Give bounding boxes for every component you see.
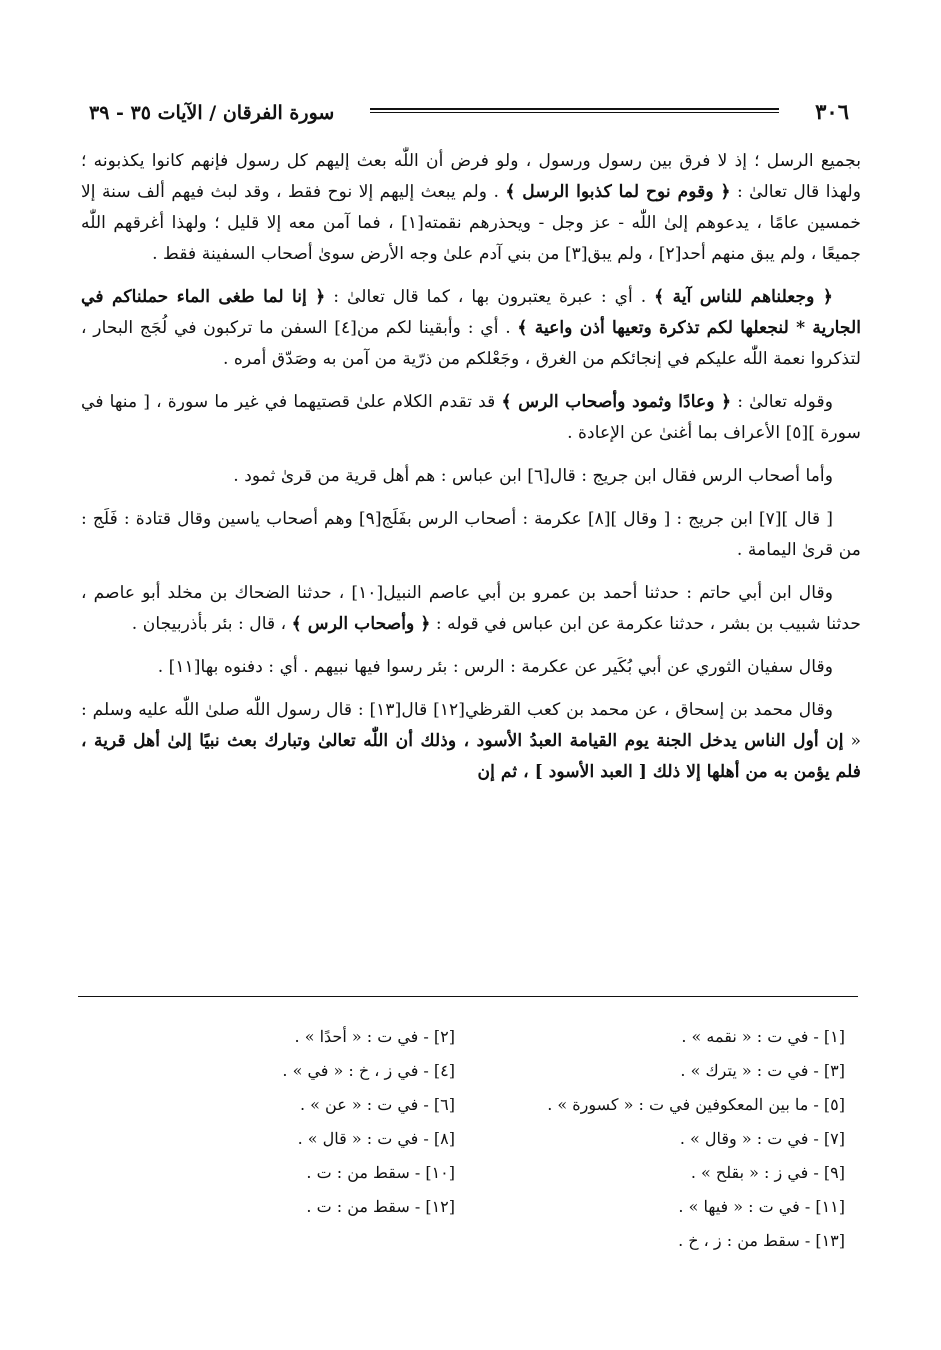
- paragraph: [81, 695, 861, 788]
- footnote: [٧] - في ت : « وقال » .: [679, 1129, 845, 1148]
- header-rule: [356, 102, 793, 124]
- main-text: [81, 146, 861, 800]
- paragraph: [81, 387, 861, 449]
- text-run: . أي : عبرة يعتبرون بها ، كما قال تعالىٰ :: [325, 287, 655, 307]
- text-run: . ولم يبعث إليهم إلا نوح فقط ، وقد لبث فيهم ألف سنة إلا خمسين عامًا ، يدعوهم إلىٰ اللّٰه - عز وجل - ويحذرهم نقمته[١] ، فما آمن معه إلا قليل ؛ ولهذا أغرقهم اللّٰه جميعًا ، ولم يبق منهم أحد[٢] ، ولم يبق[٣] من بني آدم علىٰ وجه الأرض سوىٰ أصحاب السفينة فقط .: [81, 182, 862, 264]
- paragraph: [81, 461, 861, 492]
- quoted-text: إن أول الناس يدخل الجنة يوم القيامة العبدُ الأسود ، وذلك أن اللّٰه تعالىٰ وتبارك بعث نبيًا إلىٰ أهل قرية ، فلم يؤمن به من أهلها إلا ذلك [ العبد الأسود ] ، ثم إن: [81, 731, 861, 782]
- footnote: [١١] - في ت : « فيها » .: [678, 1197, 845, 1216]
- quoted-text: ﴿ وقوم نوح لما كذبوا الرسل ﴾: [505, 182, 731, 202]
- quoted-text: ﴿ وعادًا وثمود وأصحاب الرس ﴾: [501, 392, 732, 412]
- text-run: وقال ابن أبي حاتم : حدثنا أحمد بن عمرو بن أبي عاصم النبيل[١٠] ، حدثنا الضحاك بن مخلد أبو عاصم ، حدثنا شبيب بن بشر ، حدثنا عكرمة عن ابن عباس في قوله :: [81, 583, 861, 634]
- text-run: وقال سفيان الثوري عن أبي بُكَير عن عكرمة : الرس : بئر رسوا فيها نبيهم . أي : دفنوه بها[١١] .: [157, 657, 833, 677]
- quoted-text: ﴿ وجعلناهم للناس آية ﴾: [654, 287, 833, 307]
- paragraph: [81, 578, 861, 640]
- footnote: [٩] - في ز : « بقلح » .: [690, 1163, 845, 1182]
- paragraph: [81, 652, 861, 683]
- footnote: [٦] - في ت : « عن » .: [299, 1095, 455, 1114]
- footnote: [٨] - في ت : « قال » .: [297, 1129, 455, 1148]
- page-header: [89, 84, 849, 124]
- text-run: . أي : وأبقينا لكم من[٤] السفن ما تركبون في لُجَج البحار ، لتذكروا نعمة اللّٰه عليكم في إنجائكم من الغرق ، وجَعْلكم من ذرّية من آمن به وصَدّق أمره .: [81, 318, 861, 369]
- footnote: [١٠] - سقط من : ت .: [306, 1163, 455, 1182]
- text-run: وقوله تعالىٰ :: [731, 392, 833, 412]
- footnote: [٣] - في ت : « يترك » .: [680, 1061, 845, 1080]
- text-run: وقال محمد بن إسحاق ، عن محمد بن كعب القرظي[١٢] قال[١٣] : قال رسول اللّٰه صلىٰ اللّٰه عليه وسلم : «: [81, 700, 861, 751]
- footnote: [٥] - ما بين المعكوفين في ت : « كسورة » .: [547, 1095, 845, 1114]
- paragraph: [81, 146, 861, 270]
- text-run: وأما أصحاب الرس فقال ابن جريج : قال[٦] ابن عباس : هم أهل قرية من قرىٰ ثمود .: [233, 466, 833, 486]
- paragraph: [81, 282, 861, 375]
- footnote-divider: [78, 996, 858, 997]
- footnote: [١٢] - سقط من : ت .: [306, 1197, 455, 1216]
- running-title: سورة الفرقان / الآيات ٣٥ - ٣٩: [89, 102, 335, 124]
- text-run: بجميع الرسل ؛ إذ لا فرق بين رسول ورسول ، ولو فرض أن اللّٰه بعث إليهم كل رسول فإنهم كانوا يكذبونه ؛ ولهذا قال تعالىٰ :: [81, 151, 861, 202]
- paragraph: [81, 504, 861, 566]
- text-run: ، قال : بئر بأذربيجان .: [131, 614, 292, 634]
- text-run: [ قال ][٧] ابن جريج : [ وقال ][٨] عكرمة : أصحاب الرس بفَلَج[٩] وهم أصحاب ياسين وقال قتادة : فَلَج : من قرىٰ اليمامة .: [81, 509, 861, 560]
- page-number: ٣٠٦: [815, 99, 849, 124]
- quoted-text: ﴿ وأصحاب الرس ﴾: [291, 614, 431, 634]
- text-run: قد تقدم الكلام علىٰ قصتيهما في غير ما سورة ، [ منها في سورة ][٥] الأعراف بما أغنىٰ عن الإعادة .: [81, 392, 861, 443]
- footnotes: [85, 1022, 845, 1256]
- footnote: [١٣] - سقط من : ز ، خ .: [678, 1231, 845, 1250]
- footnote: [٢] - في ت : « أحدًا » .: [294, 1027, 455, 1046]
- footnote: [١] - في ت : « نقمه » .: [681, 1027, 845, 1046]
- quoted-text: ﴿ إنا لما طغى الماء حملناكم في الجارية * لنجعلها لكم تذكرة وتعيها أذن واعية ﴾: [81, 287, 862, 338]
- footnote: [٤] - في ز ، خ : « في » .: [282, 1061, 455, 1080]
